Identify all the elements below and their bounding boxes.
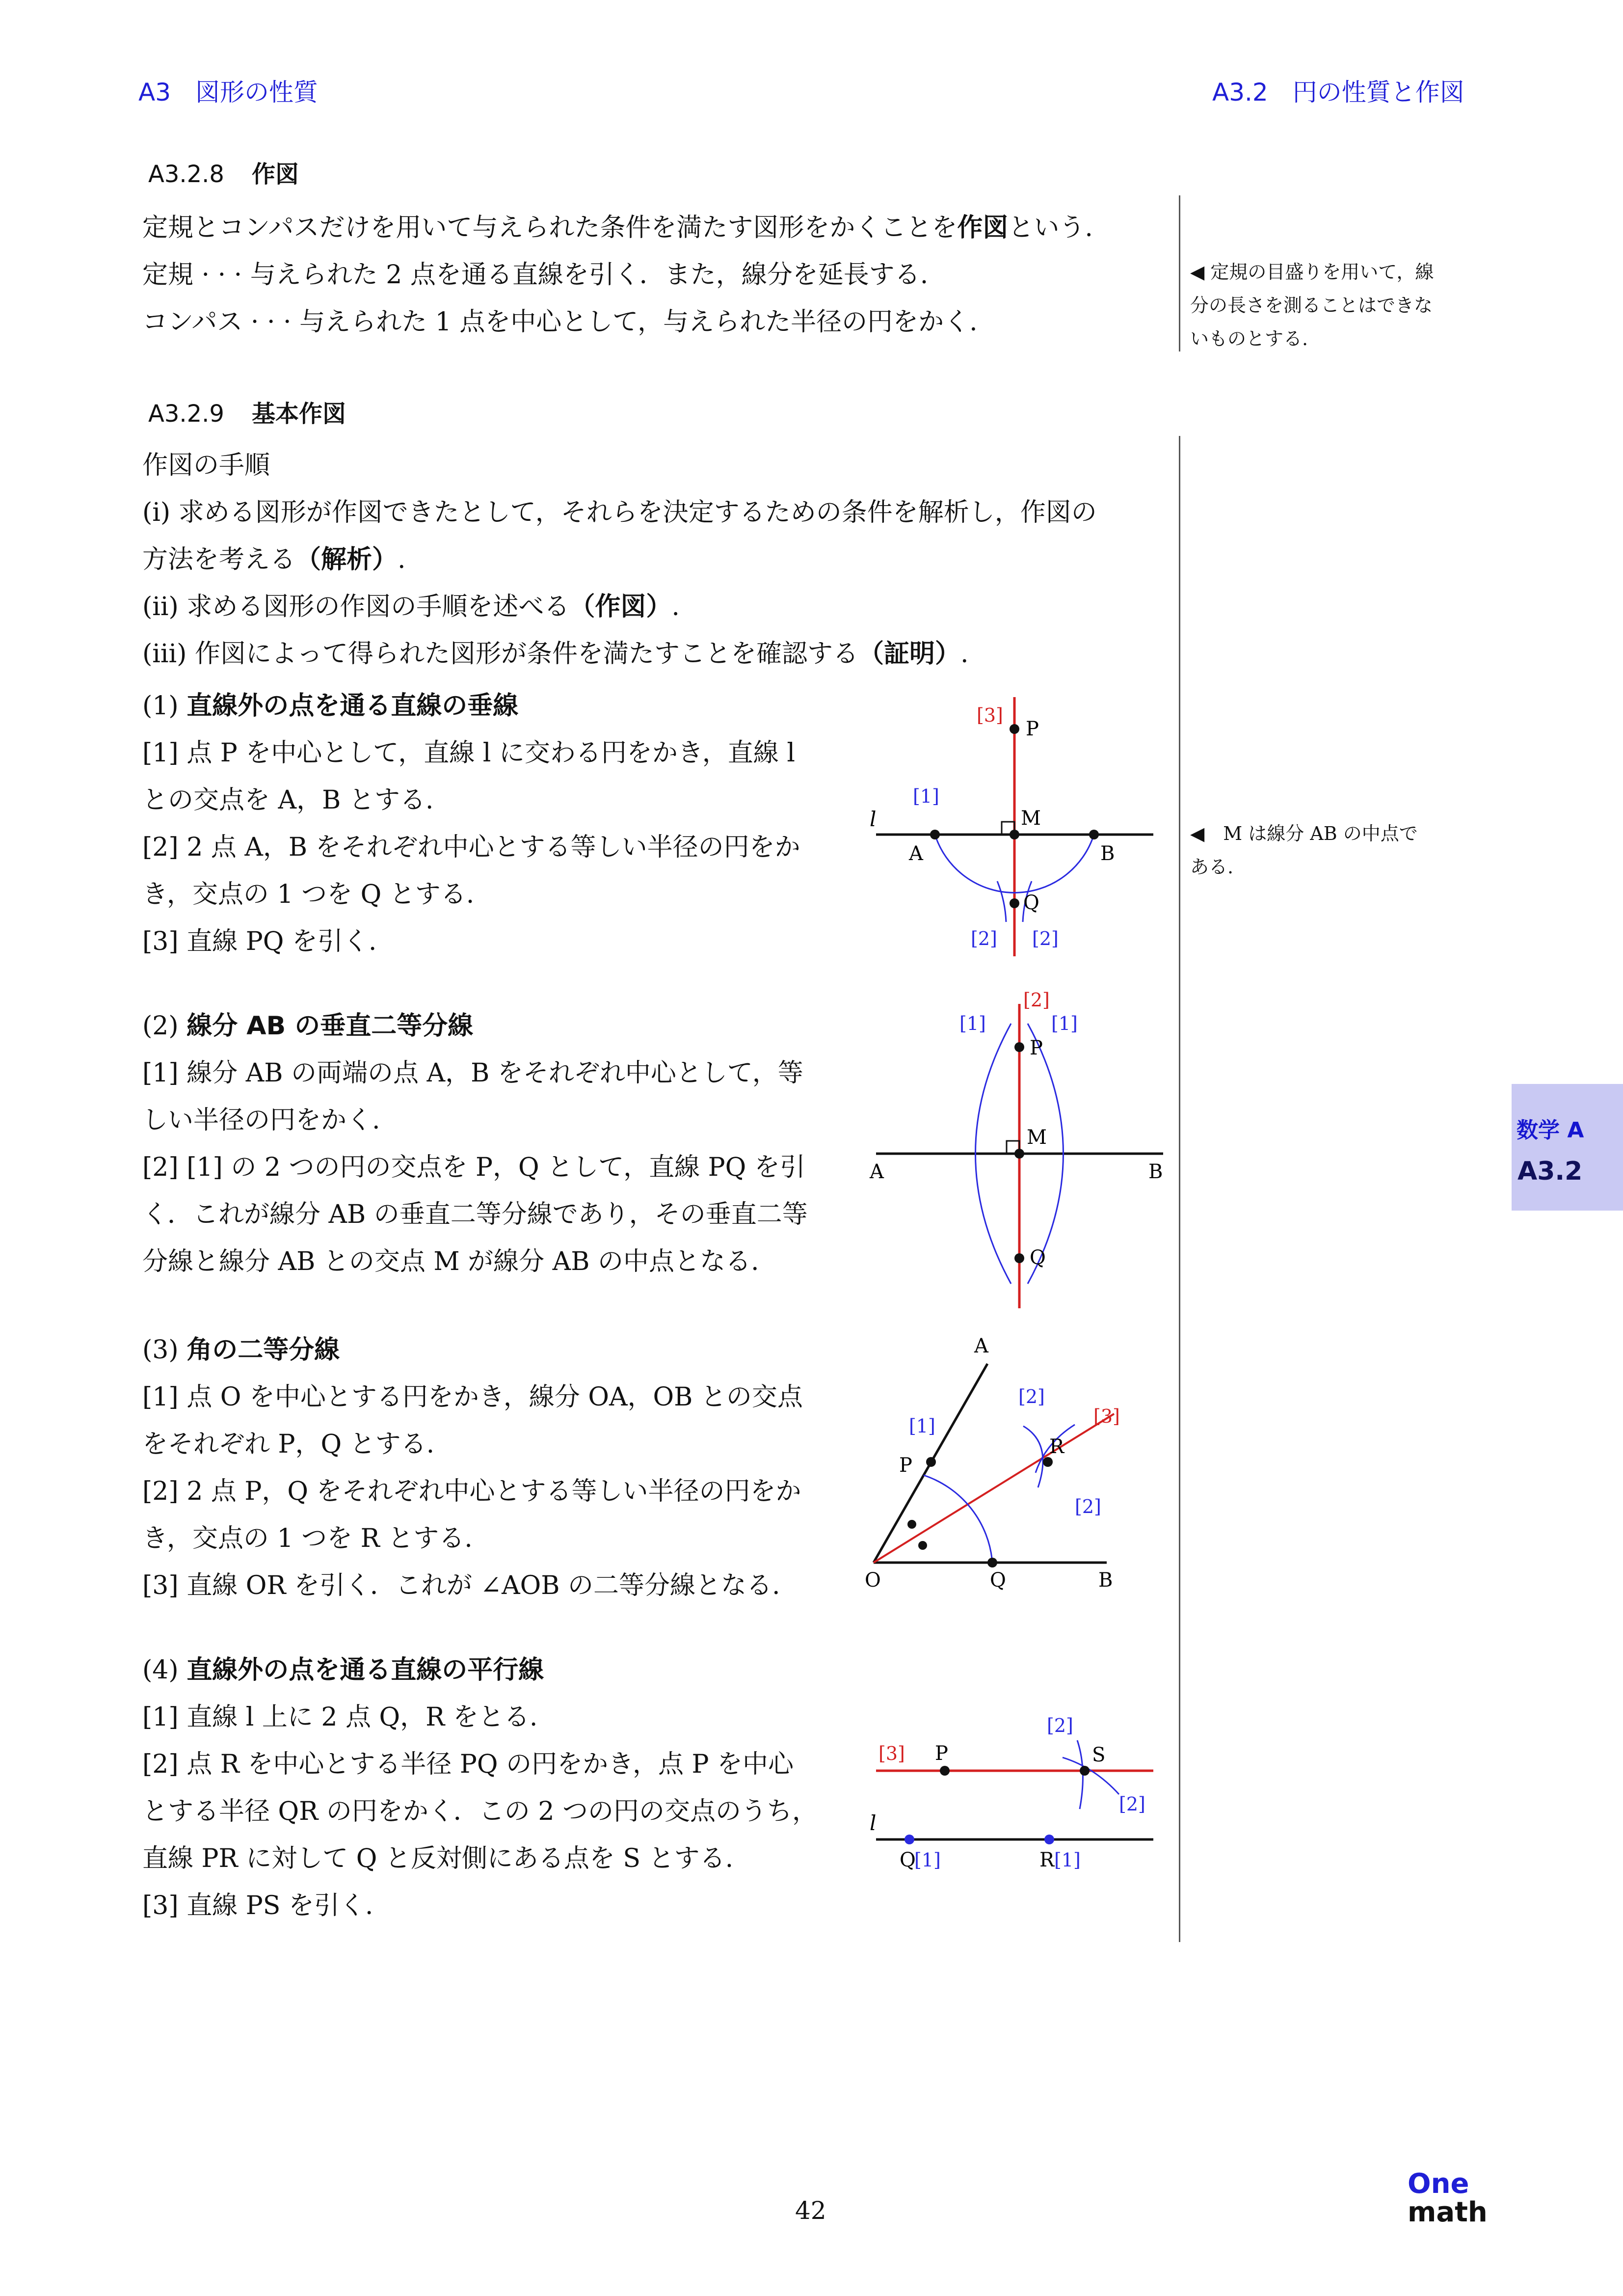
side-note-line: ◀ 定規の目盛りを用いて，線 <box>1190 261 1434 283</box>
text: という. <box>1008 213 1093 243</box>
step-mark: [2] <box>1023 989 1050 1011</box>
tab-section: A3.2 <box>1517 1157 1583 1186</box>
step-mark: [3] <box>878 1743 905 1764</box>
point-M <box>1010 830 1019 839</box>
step-line: との交点を A，B とする. <box>142 785 434 815</box>
bold-term: （証明） <box>858 639 961 669</box>
text: (ii) 求める図形の作図の手順を述べる <box>142 592 570 621</box>
step-line: [3] 直線 OR を引く．これが ∠AOB の二等分線となる. <box>142 1571 780 1600</box>
chapter-tab <box>1512 1084 1623 1211</box>
point-S <box>1080 1766 1090 1776</box>
arc-center-O <box>924 1475 992 1563</box>
figure-perpendicular-bisector <box>869 989 1163 1308</box>
step-line: とする半径 QR の円をかく．この 2 つの円の交点のうち， <box>142 1797 818 1826</box>
point-Q <box>905 1835 914 1844</box>
label-l: l <box>870 807 877 831</box>
step-line: [1] 線分 AB の両端の点 A，B をそれぞれ中心として，等 <box>142 1058 803 1088</box>
point-P <box>1010 724 1019 734</box>
bold-term: （作図） <box>569 592 672 621</box>
section-title: 作図 <box>251 161 299 188</box>
label-B: B <box>1148 1161 1163 1183</box>
label-Q: Q <box>1030 1246 1046 1269</box>
step-mark: [2] <box>1018 1386 1045 1407</box>
step-line: [1] 点 O を中心とする円をかき，線分 OA，OB との交点 <box>142 1382 803 1412</box>
logo-line: math <box>1408 2196 1488 2228</box>
arc-center-P <box>1063 1757 1119 1794</box>
point-P <box>926 1457 936 1467</box>
label-M: M <box>1027 1126 1047 1149</box>
point-B <box>1089 830 1099 839</box>
label-P: P <box>1030 1037 1043 1059</box>
section-number: A3.2.8 <box>148 161 224 188</box>
arc-center-P <box>1023 1426 1043 1487</box>
step-mark: [2] <box>971 928 997 949</box>
step-line: [3] 直線 PS を引く. <box>142 1891 373 1920</box>
item-number: (1) <box>142 691 187 721</box>
step-line: しい半径の円をかく. <box>142 1106 380 1135</box>
side-note-line: ある. <box>1190 856 1234 878</box>
step-line: き，交点の 1 つを Q とする. <box>142 880 475 909</box>
label-P: P <box>935 1742 948 1765</box>
side-note-line: いものとする. <box>1190 328 1308 350</box>
step-mark: [3] <box>1093 1405 1120 1427</box>
bold-term: （解析） <box>295 545 398 574</box>
section-header: A3.2 円の性質と作図 <box>1212 78 1464 107</box>
onemath-logo <box>1408 2170 1488 2227</box>
label-M: M <box>1021 807 1041 830</box>
item-title: 線分 AB の垂直二等分線 <box>186 1011 474 1041</box>
paragraph-line: コンパス · · · 与えられた 1 点を中心として，与えられた半径の円をかく. <box>142 307 978 337</box>
point-R <box>1043 1457 1053 1467</box>
section-number: A3.2.9 <box>148 400 224 428</box>
logo-line: One <box>1408 2168 1469 2200</box>
paragraph-line: (i) 求める図形が作図できたとして，それらを決定するための条件を解析し，作図の <box>142 498 1097 527</box>
text: (iii) 作図によって得られた図形が条件を満たすことを確認する <box>142 639 858 669</box>
step-mark: [2] <box>1075 1496 1101 1517</box>
text: 定規とコンパスだけを用いて与えられた条件を満たす図形をかくことを <box>142 213 958 243</box>
step-line: [1] 直線 l 上に 2 点 Q，R をとる. <box>142 1702 538 1732</box>
label-A: A <box>909 842 923 865</box>
label-A: A <box>870 1161 884 1183</box>
point-A <box>930 830 940 839</box>
text: . <box>671 592 680 621</box>
text: 方法を考える <box>142 545 296 574</box>
step-line: [2] 2 点 A，B をそれぞれ中心とする等しい半径の円をか <box>142 833 800 862</box>
step-mark: [2] <box>1047 1715 1073 1736</box>
step-line: [2] 2 点 P，Q をそれぞれ中心とする等しい半径の円をか <box>142 1477 801 1506</box>
point-Q <box>987 1558 997 1567</box>
text: . <box>960 639 969 669</box>
step-mark: [1] <box>913 785 939 807</box>
step-mark: [2] <box>1032 928 1059 949</box>
step-line: [1] 点 P を中心として，直線 l に交わる円をかき，直線 l <box>142 738 795 768</box>
label-B: B <box>1100 842 1115 865</box>
step-mark: [1] <box>959 1013 986 1034</box>
paragraph-line: 定規 · · · 与えられた 2 点を通る直線を引く．また，線分を延長する. <box>142 260 929 290</box>
label-B: B <box>1098 1569 1113 1592</box>
label-O: O <box>865 1569 881 1592</box>
step-line: 直線 PR に対して Q と反対側にある点を S とする. <box>142 1844 734 1873</box>
side-note-line: 分の長さを測ることはできな <box>1190 295 1433 316</box>
angle-mark <box>907 1520 916 1529</box>
point-Q <box>1014 1253 1024 1263</box>
label-P: P <box>1026 718 1039 740</box>
label-Q: Q <box>900 1849 916 1871</box>
item-title: 直線外の点を通る直線の平行線 <box>186 1655 544 1685</box>
label-S: S <box>1092 1744 1106 1766</box>
angle-mark <box>918 1541 927 1550</box>
label-Q: Q <box>1023 891 1039 914</box>
text: . <box>398 545 406 574</box>
paragraph-line: 作図の手順 <box>142 451 270 480</box>
step-line: [2] [1] の 2 つの円の交点を P，Q として，直線 PQ を引 <box>142 1153 805 1182</box>
point-P <box>1014 1042 1024 1052</box>
step-mark: [1] <box>909 1415 935 1437</box>
step-line: [3] 直線 PQ を引く. <box>142 927 377 956</box>
step-line: き，交点の 1 つを R とする. <box>142 1524 473 1553</box>
step-mark: [3] <box>977 704 1003 726</box>
step-line: 分線と線分 AB との交点 M が線分 AB の中点となる. <box>142 1247 759 1276</box>
step-line: く．これが線分 AB の垂直二等分線であり，その垂直二等 <box>142 1200 808 1229</box>
item-number: (2) <box>142 1011 187 1041</box>
step-mark: [1] <box>1051 1013 1078 1034</box>
label-R: R <box>1039 1849 1055 1871</box>
section-title: 基本作図 <box>251 400 346 428</box>
bold-term: 作図 <box>957 213 1009 243</box>
figure-angle-bisector <box>865 1335 1120 1592</box>
figure-perpendicular <box>870 697 1153 956</box>
step-line: [2] 点 R を中心とする半径 PQ の円をかき，点 P を中心 <box>142 1750 794 1779</box>
figure-parallel-line <box>870 1715 1153 1871</box>
chapter-header: A3 図形の性質 <box>138 78 319 107</box>
point-P <box>940 1766 950 1776</box>
step-mark: [1] <box>914 1849 941 1871</box>
tab-subject: 数学 A <box>1517 1118 1584 1143</box>
step-mark: [1] <box>1054 1849 1081 1871</box>
point-Q <box>1010 898 1019 908</box>
arc-center-A <box>997 881 1006 922</box>
step-line: をそれぞれ P，Q とする. <box>142 1430 435 1459</box>
page-number: 42 <box>795 2196 826 2225</box>
label-A: A <box>974 1335 988 1357</box>
point-M <box>1014 1149 1024 1159</box>
step-mark: [2] <box>1119 1793 1145 1815</box>
item-number: (4) <box>142 1655 187 1685</box>
point-R <box>1044 1835 1054 1844</box>
label-l: l <box>870 1811 877 1835</box>
item-title: 直線外の点を通る直線の垂線 <box>186 691 519 721</box>
side-note-line: ◀ M は線分 AB の中点で <box>1190 823 1418 844</box>
item-title: 角の二等分線 <box>186 1335 340 1365</box>
label-P: P <box>899 1454 912 1477</box>
label-Q: Q <box>990 1569 1006 1592</box>
item-number: (3) <box>142 1335 187 1365</box>
label-R: R <box>1049 1435 1064 1458</box>
